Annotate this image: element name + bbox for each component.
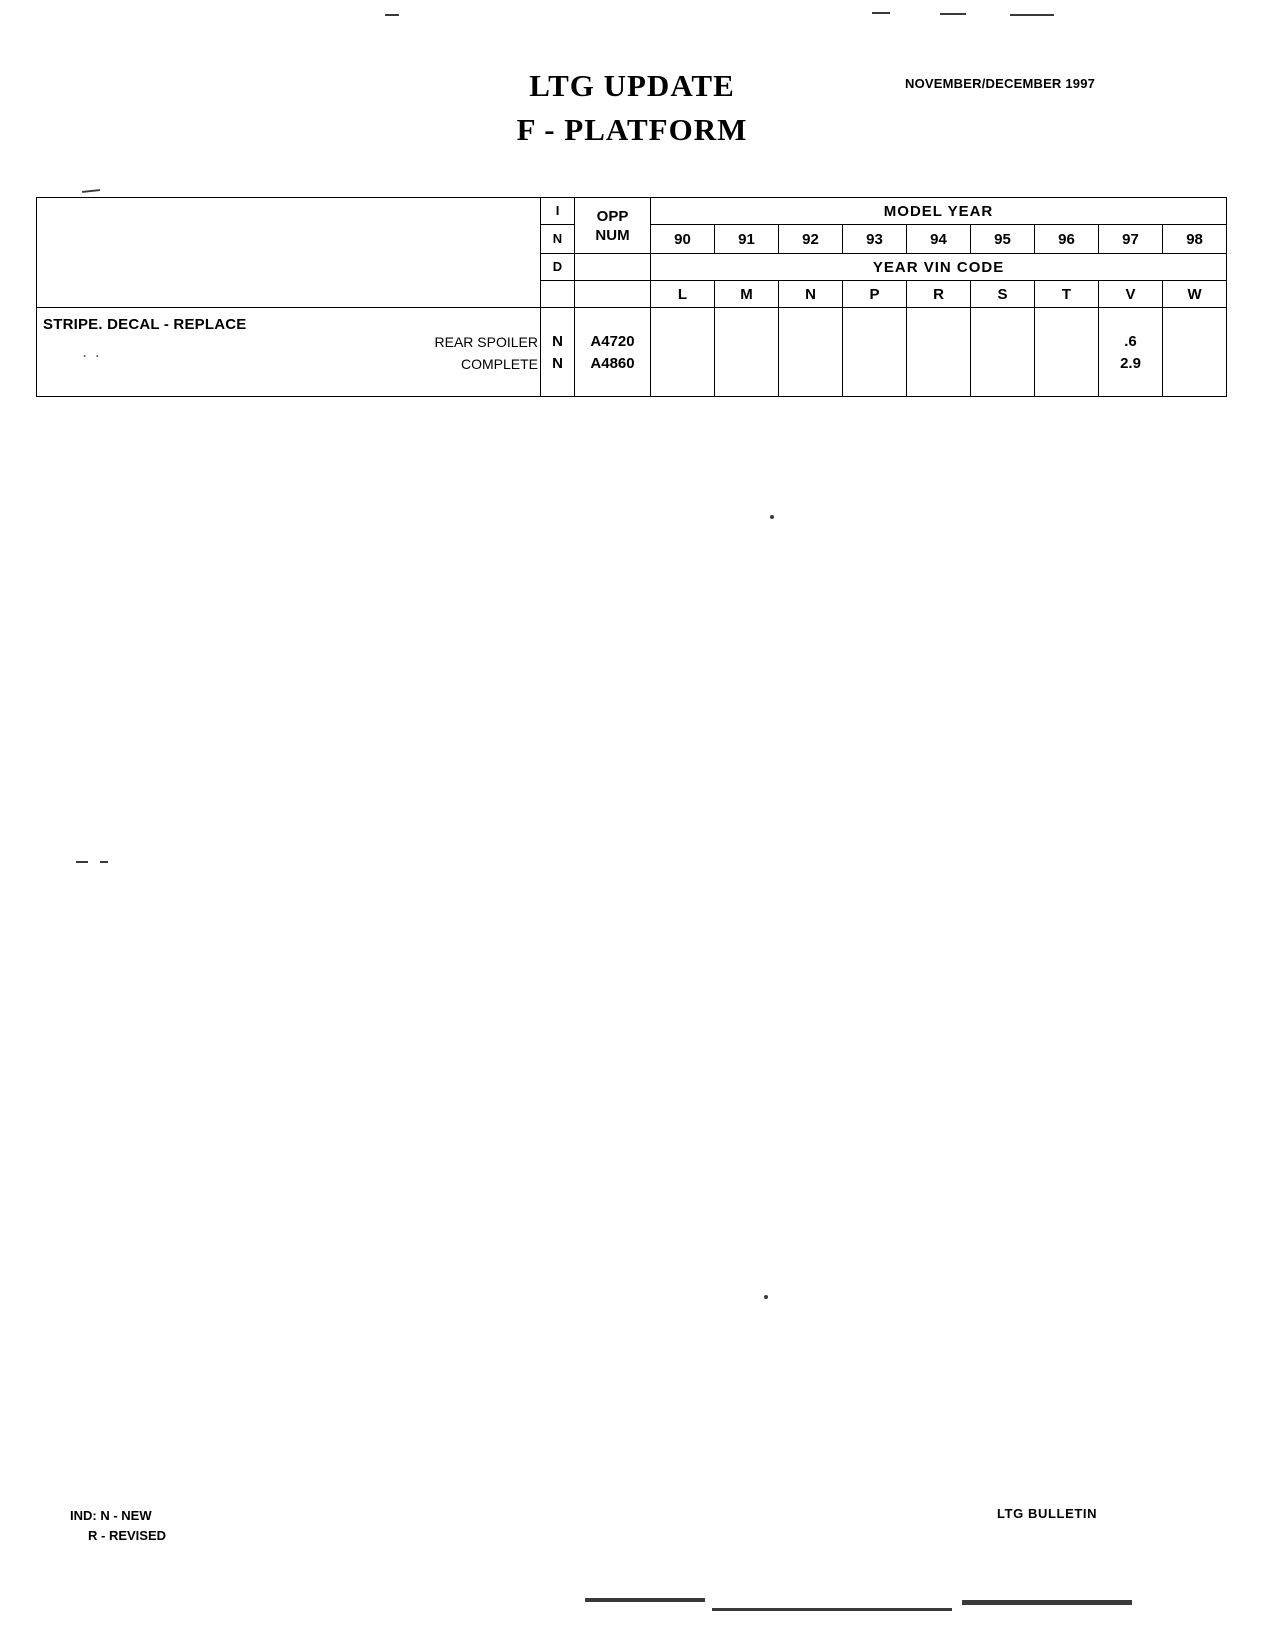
header-year-93: 93 <box>843 225 907 254</box>
header-vin-letter-V: V <box>1099 281 1163 308</box>
scan-artifact <box>940 13 966 15</box>
empty-cell <box>1163 374 1227 397</box>
page-title-line2: F - PLATFORM <box>516 112 748 147</box>
row-1-value-N <box>779 330 843 352</box>
empty-cell <box>1035 374 1099 397</box>
row-opp-num-2: A4860 <box>575 352 651 374</box>
header-vin-letter-T: T <box>1035 281 1099 308</box>
scan-artifact <box>385 14 399 16</box>
row-ind-1: N <box>541 330 575 352</box>
header-ind-line1: I <box>541 198 575 225</box>
table-body <box>37 308 1227 397</box>
scan-artifact <box>962 1600 1132 1605</box>
table-row <box>37 308 1227 331</box>
scan-artifact <box>100 861 108 863</box>
header-year-97: 97 <box>1099 225 1163 254</box>
empty-cell <box>1163 308 1227 331</box>
row-1-value-M <box>715 330 779 352</box>
header-year-90: 90 <box>651 225 715 254</box>
footer-ind-line2: R - REVISED <box>88 1528 167 1543</box>
empty-cell <box>1099 374 1163 397</box>
empty-cell <box>1035 308 1099 331</box>
header-description-blank <box>37 198 541 308</box>
page-title-line1: LTG UPDATE <box>529 68 735 103</box>
empty-cell <box>779 374 843 397</box>
row-1-value-T <box>1035 330 1099 352</box>
header-opp-spacer-2 <box>575 281 651 308</box>
empty-cell <box>971 308 1035 331</box>
issue-date: NOVEMBER/DECEMBER 1997 <box>905 76 1096 91</box>
empty-cell <box>779 308 843 331</box>
empty-cell <box>1099 308 1163 331</box>
footer-indicator-legend <box>70 1506 166 1546</box>
row-1-value-R <box>907 330 971 352</box>
row-opp-num-1: A4720 <box>575 330 651 352</box>
empty-cell <box>843 308 907 331</box>
empty-cell <box>541 308 575 331</box>
row-2-value-S <box>971 352 1035 374</box>
footer-bulletin-label: LTG BULLETIN <box>997 1506 1098 1521</box>
empty-cell <box>907 374 971 397</box>
header-year-95: 95 <box>971 225 1035 254</box>
row-2-value-M <box>715 352 779 374</box>
scan-artifact <box>770 515 774 519</box>
scan-artifact-text: . . <box>83 346 103 360</box>
row-2-value-P <box>843 352 907 374</box>
row-1-value-W <box>1163 330 1227 352</box>
header-opp-line1: OPP <box>596 207 629 225</box>
header-vin-letter-S: S <box>971 281 1035 308</box>
scan-artifact <box>712 1608 952 1611</box>
header-vin-letter-N: N <box>779 281 843 308</box>
header-model-year: MODEL YEAR <box>651 198 1227 225</box>
header-ind-line2: N <box>541 225 575 254</box>
header-year-96: 96 <box>1035 225 1099 254</box>
header-vin-letter-W: W <box>1163 281 1227 308</box>
row-2-value-T <box>1035 352 1099 374</box>
empty-cell <box>715 374 779 397</box>
empty-cell <box>971 374 1035 397</box>
footer-ind-line1: IND: N - NEW <box>70 1508 152 1523</box>
empty-cell <box>37 374 541 397</box>
scan-artifact <box>76 861 88 863</box>
empty-cell <box>541 374 575 397</box>
scan-artifact <box>872 12 890 14</box>
row-2-value-L <box>651 352 715 374</box>
empty-cell <box>715 308 779 331</box>
empty-cell <box>651 308 715 331</box>
empty-cell <box>575 308 651 331</box>
labor-operations-table <box>36 197 1227 397</box>
empty-cell <box>907 308 971 331</box>
header-opp-line2: NUM <box>595 226 630 244</box>
row-1-value-S <box>971 330 1035 352</box>
row-2-value-W <box>1163 352 1227 374</box>
row-ind-2: N <box>541 352 575 374</box>
header-ind-spacer <box>541 281 575 308</box>
header-vin-letter-R: R <box>907 281 971 308</box>
header-vin-letter-M: M <box>715 281 779 308</box>
empty-cell <box>843 374 907 397</box>
table-row-spacer <box>37 374 1227 397</box>
header-year-98: 98 <box>1163 225 1227 254</box>
header-year-91: 91 <box>715 225 779 254</box>
row-1-value-P <box>843 330 907 352</box>
scan-artifact <box>1010 14 1054 16</box>
scan-artifact <box>764 1295 768 1299</box>
table-header <box>37 198 1227 308</box>
operation-name-2: COMPLETE <box>460 356 538 372</box>
empty-cell <box>651 374 715 397</box>
scan-artifact <box>82 189 100 193</box>
operation-group-label: STRIPE. DECAL - REPLACE <box>43 316 247 333</box>
header-vin-letter-L: L <box>651 281 715 308</box>
empty-cell <box>575 374 651 397</box>
header-ind-line3: D <box>541 254 575 281</box>
header-opp-spacer <box>575 254 651 281</box>
scan-artifact <box>585 1598 705 1602</box>
header-vin-code: YEAR VIN CODE <box>651 254 1227 281</box>
row-1-value-V: .6 <box>1099 330 1163 352</box>
operation-name-1: REAR SPOILER <box>434 334 538 350</box>
header-year-92: 92 <box>779 225 843 254</box>
header-opp-num <box>575 198 651 254</box>
header-vin-letter-P: P <box>843 281 907 308</box>
row-2-value-N <box>779 352 843 374</box>
row-2-value-R <box>907 352 971 374</box>
header-year-94: 94 <box>907 225 971 254</box>
row-2-value-V: 2.9 <box>1099 352 1163 374</box>
row-1-value-L <box>651 330 715 352</box>
